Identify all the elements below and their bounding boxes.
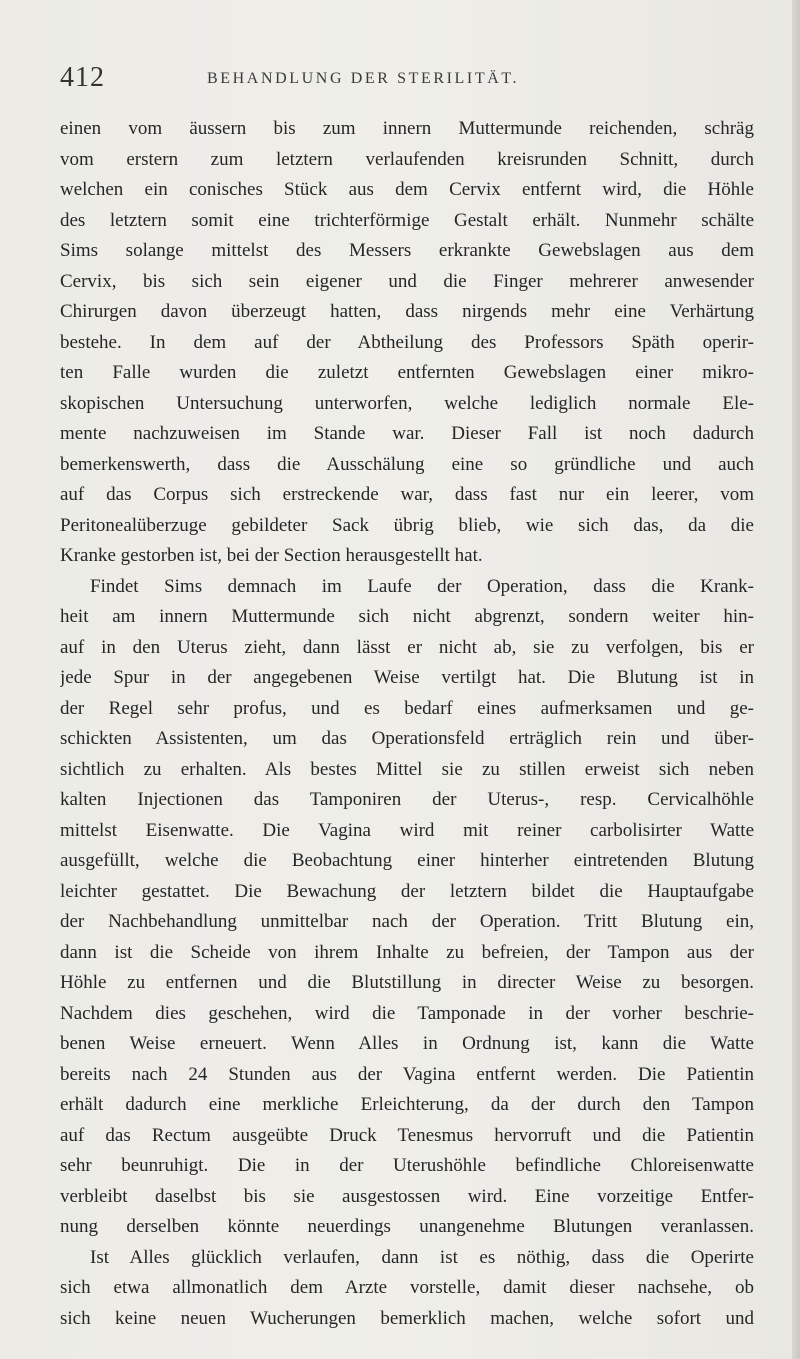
running-head (60, 62, 760, 98)
body-text (60, 114, 754, 1334)
text-line: welchen ein conisches Stück aus dem Cervix entfernt wird, die Höhle (60, 179, 754, 200)
text-line: ten Falle wurden die zuletzt entfernten Gewebslagen einer mikro- (60, 362, 754, 383)
text-line: dann ist die Scheide von ihrem Inhalte zu befreien, der Tampon aus der (60, 941, 754, 963)
text-line: der Regel sehr profus, und es bedarf eines aufmerksamen und ge- (60, 697, 754, 719)
text-line: ausgefüllt, welche die Beobachtung einer hinterher eintretenden Blutung (60, 850, 754, 871)
text-line: Cervix, bis sich sein eigener und die Finger mehrerer anwesender (60, 270, 754, 292)
text-line: verbleibt daselbst bis sie ausgestossen wird. Eine vorzeitige Entfer- (60, 1185, 754, 1207)
text-line: skopischen Untersuchung unterworfen, welche lediglich normale Ele- (60, 392, 754, 414)
text-line: erhält dadurch eine merkliche Erleichterung, da der durch den Tampon (60, 1094, 754, 1115)
text-line: leichter gestattet. Die Bewachung der letztern bildet die Hauptaufgabe (60, 880, 754, 902)
text-line: Findet Sims demnach im Laufe der Operation, dass die Krank- (90, 575, 754, 597)
text-line: heit am innern Muttermunde sich nicht abgrenzt, sondern weiter hin- (60, 606, 754, 627)
text-line: bereits nach 24 Stunden aus der Vagina entfernt werden. Die Patientin (60, 1063, 754, 1085)
text-line: des letztern somit eine trichterförmige Gestalt erhält. Nunmehr schälte (60, 209, 754, 231)
text-line: nung derselben könnte neuerdings unangenehme Blutungen veranlassen. (60, 1216, 754, 1237)
text-line: jede Spur in der angegebenen Weise vertilgt hat. Die Blutung ist in (60, 667, 754, 688)
text-line: sich etwa allmonatlich dem Arzte vorstelle, damit dieser nachsehe, ob (60, 1277, 754, 1298)
text-line: auf das Corpus sich erstreckende war, dass fast nur ein leerer, vom (60, 484, 754, 505)
text-line: benen Weise erneuert. Wenn Alles in Ordnung ist, kann die Watte (60, 1033, 754, 1054)
text-line: bestehe. In dem auf der Abtheilung des Professors Späth operir- (60, 331, 754, 353)
running-title: BEHANDLUNG DER STERILITÄT. (207, 70, 520, 87)
text-line: auf in den Uterus zieht, dann lässt er nicht ab, sie zu verfolgen, bis er (60, 636, 754, 658)
text-line: Höhle zu entfernen und die Blutstillung in directer Weise zu besorgen. (60, 972, 754, 993)
text-line: Sims solange mittelst des Messers erkrankte Gewebslagen aus dem (60, 240, 754, 261)
text-line: Kranke gestorben ist, bei der Section herausgestellt hat. (60, 545, 483, 566)
page-edge (792, 0, 800, 1359)
text-line: bemerkenswerth, dass die Ausschälung eine so gründliche und auch (60, 453, 754, 475)
text-line: vom erstern zum letztern verlaufenden kreisrunden Schnitt, durch (60, 148, 754, 170)
text-line: schickten Assistenten, um das Operationsfeld erträglich rein und über- (60, 728, 754, 749)
text-line: sehr beunruhigt. Die in der Uterushöhle befindliche Chloreisenwatte (60, 1155, 754, 1176)
text-line: der Nachbehandlung unmittelbar nach der Operation. Tritt Blutung ein, (60, 911, 754, 932)
page-number: 412 (60, 62, 105, 93)
text-line: Ist Alles glücklich verlaufen, dann ist es nöthig, dass die Operirte (90, 1246, 754, 1268)
text-line: einen vom äussern bis zum innern Muttermunde reichenden, schräg (60, 118, 754, 139)
text-line: sichtlich zu erhalten. Als bestes Mittel sie zu stillen erweist sich neben (60, 758, 754, 780)
text-line: Chirurgen davon überzeugt hatten, dass nirgends mehr eine Verhärtung (60, 301, 754, 322)
text-line: auf das Rectum ausgeübte Druck Tenesmus hervorruft und die Patientin (60, 1124, 754, 1146)
text-line: mente nachzuweisen im Stande war. Dieser Fall ist noch dadurch (60, 423, 754, 444)
text-line: kalten Injectionen das Tamponiren der Uterus-, resp. Cervicalhöhle (60, 789, 754, 810)
text-line: Peritonealüberzuge gebildeter Sack übrig blieb, wie sich das, da die (60, 514, 754, 536)
text-line: mittelst Eisenwatte. Die Vagina wird mit reiner carbolisirter Watte (60, 819, 754, 841)
text-line: sich keine neuen Wucherungen bemerklich machen, welche sofort und (60, 1307, 754, 1329)
text-line: Nachdem dies geschehen, wird die Tamponade in der vorher beschrie- (60, 1002, 754, 1024)
